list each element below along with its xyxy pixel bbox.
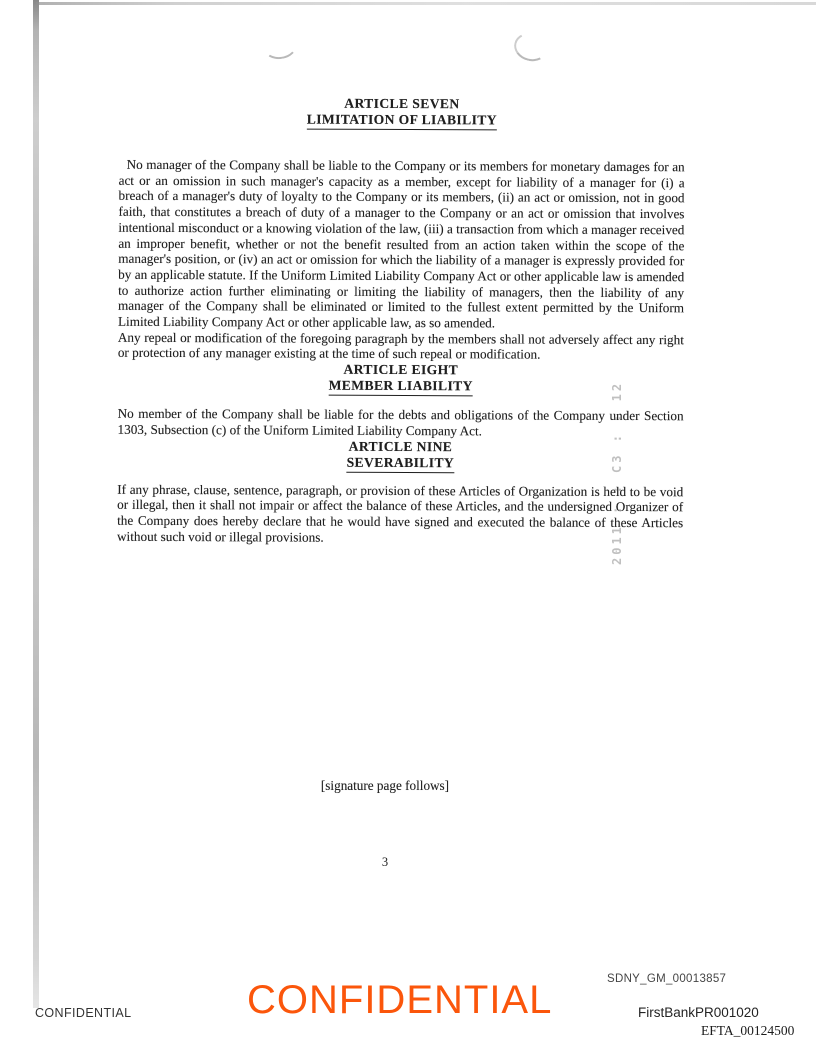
article-eight-subtitle: MEMBER LIABILITY: [329, 378, 473, 397]
paper-curl-mark-left: [261, 31, 298, 61]
bates-number-efta: EFTA_00124500: [701, 1023, 795, 1038]
article-seven-subtitle: LIMITATION OF LIABILITY: [307, 112, 497, 131]
article-seven-paragraph-2: Any repeal or modification of the foregoing paragraph by the members shall not adversely affect any right or protection of any manager existing at the time of such repeal or modification.: [117, 329, 684, 363]
article-eight-title: ARTICLE EIGHT: [343, 361, 459, 378]
article-eight-paragraph-1: No member of the Company shall be liable for the debts and obligations of the Company under Section 1303, Subsection (c) of the Uniform Limited Liability Company Act.: [117, 405, 684, 439]
scan-edge-artifact-left: [33, 0, 39, 1008]
confidential-watermark: CONFIDENTIAL: [247, 978, 553, 1022]
article-nine-title: ARTICLE NINE: [348, 438, 453, 454]
article-nine-paragraph-1: If any phrase, clause, sentence, paragraph, or provision of these Articles of Organization is held to be void or illegal, then it shall not impair or affect the balance of these Articles, and the undersigned Organizer of the Company does hereby declare that he would have signed and executed the balance of these Articles without such void or illegal provisions.: [117, 481, 684, 545]
signature-page-note: [signature page follows]: [320, 778, 450, 793]
document-body: [117, 95, 685, 547]
article-eight-heading: [118, 361, 684, 397]
rotated-date-stamp: 2011 : : C3 : : 12: [610, 380, 624, 565]
paper-curl-mark-right: [511, 29, 551, 64]
article-seven-paragraph-1: No manager of the Company shall be liable to the Company or its members for monetary damages for an act or an omission in such manager's capacity as a member, except for liability of a manager for (i) a breach of a manager's duty of loyalty to the Company or its members, (ii) an act or omission, not in good faith, that constitutes a breach of duty of a manager to the Company or an act or omission that involves intentional misconduct or a knowing violation of the law, (iii) a transaction from which a manager received an improper benefit, whether or not the benefit resulted from an action taken within the scope of the manager's position, or (iv) an act or omission for which the liability of a manager is expressly provided for by an applicable statute. If the Uniform Limited Liability Company Act or other applicable law is amended to authorize action further eliminating or limiting the liability of managers, then the liability of any manager of the Company shall be eliminated or limited to the fullest extent permitted by the Uniform Limited Liability Company Act or other applicable law, as so amended.: [117, 156, 685, 331]
article-seven-heading: [119, 95, 685, 131]
scan-edge-artifact-top: [36, 2, 816, 5]
page-number: 3: [381, 855, 389, 869]
confidential-footer-label: CONFIDENTIAL: [35, 1006, 132, 1020]
bates-number-firstbank: FirstBankPR001020: [638, 1005, 759, 1020]
article-seven-title: ARTICLE SEVEN: [344, 95, 460, 112]
article-nine-subtitle: SEVERABILITY: [347, 454, 455, 472]
bates-number-sdny: SDNY_GM_00013857: [607, 973, 727, 985]
article-nine-heading: [117, 437, 683, 473]
